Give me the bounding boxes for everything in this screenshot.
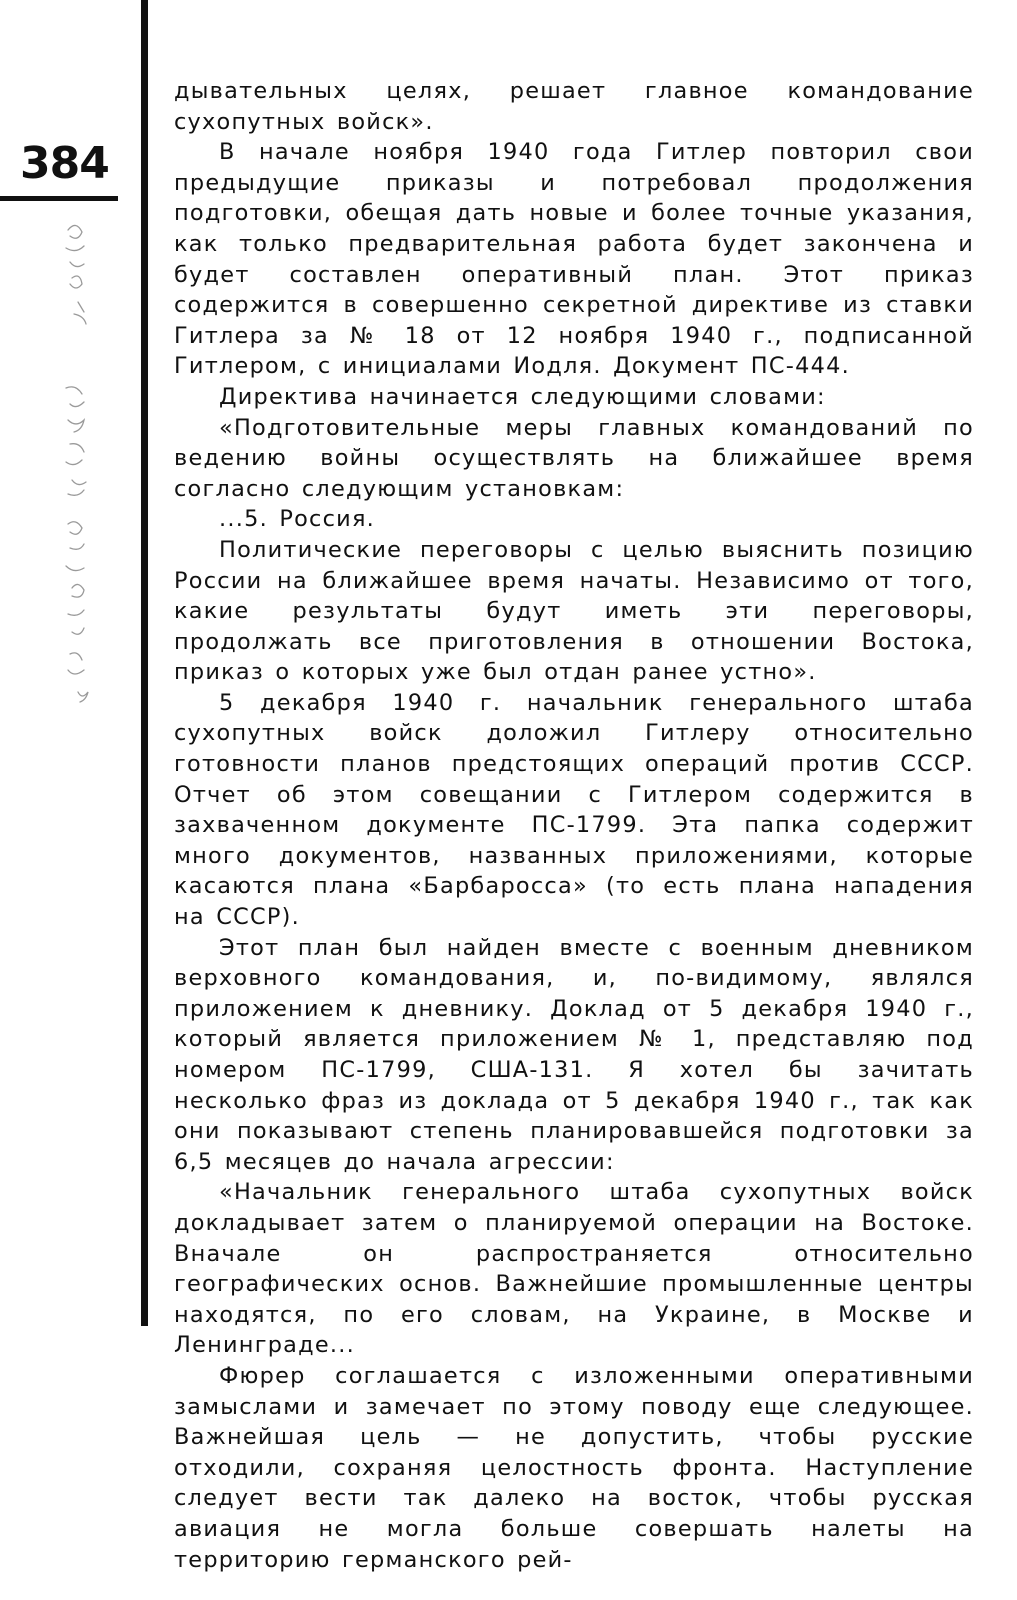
text-body bbox=[174, 76, 974, 1575]
paragraph-9: «Начальник генерального штаба сухопутных войск докладывает затем о планируемой операции на Востоке. Вначале он распространяется относительно географических основ. Важнейшие промышленные центры находятся, по его словам, на Украине, в Москве и Ленинграде... bbox=[174, 1179, 974, 1359]
paragraph-5: ...5. Россия. bbox=[219, 506, 376, 533]
paragraph-7: 5 декабря 1940 г. начальник генерального штаба сухопутных войск доложил Гитлеру относительно готовности планов предстоящих операций против СССР. Отчет об этом совещании с Гитлером содержится в захваченном документе ПС-1799. Эта папка содержит много документов, названных приложениями, которые касаются плана «Барбаросса» (то есть плана нападения на СССР). bbox=[174, 689, 974, 931]
paragraph-3: Директива начинается следующими словами: bbox=[219, 383, 826, 410]
paragraph-2: В начале ноября 1940 года Гитлер повторил свои предыдущие приказы и потребовал продолжения подготовки, обещая дать новые и более точные указания, как только предварительная работа будет закончена и будет составлен оперативный план. Этот приказ содержится в совершенно секретной директиве из ставки Гитлера за № 18 от 12 ноября 1940 г., подписанной Гитлером, с инициалами Иодля. Документ ПС-444. bbox=[174, 139, 974, 380]
paragraph-8: Этот план был найден вместе с военным дневником верховного командования, и, по-видимому, являлся приложением к дневнику. Доклад от 5 декабря 1940 г., который является приложением № 1, представляю под номером ПС-1799, США-131. Я хотел бы зачитать несколько фраз из доклада от 5 декабря 1940 г., так как они показывают степень планировавшейся подготовки за 6,5 месяцев до начала агрессии: bbox=[174, 934, 974, 1175]
page-number-rule bbox=[0, 196, 118, 201]
paragraph-10: Фюрер соглашается с изложенными оперативными замыслами и замечает по этому поводу еще следующее. Важнейшая цель — не допустить, чтобы русские отходили, сохраняя целостность фронта. Наступление следует вести так далеко на восток, чтобы русская авиация не могла больше совершать налеты на территорию германского рей- bbox=[174, 1362, 974, 1573]
paragraph-4: «Подготовительные меры главных командований по ведению войны осуществлять на ближайшее время согласно следующим установкам: bbox=[174, 414, 974, 502]
paragraph-6: Политические переговоры с целью выяснить позицию России на ближайшее время начаты. Независимо от того, какие результаты будут иметь эти переговоры, продолжать все приготовления в отношении Востока, приказ о которых уже был отдан ранее устно». bbox=[174, 536, 974, 686]
margin-ornament bbox=[58, 218, 128, 718]
vertical-margin-rule bbox=[141, 0, 148, 1326]
paragraph-1: дывательных целях, решает главное командование сухопутных войск». bbox=[174, 78, 974, 135]
page-number: 384 bbox=[20, 138, 109, 189]
